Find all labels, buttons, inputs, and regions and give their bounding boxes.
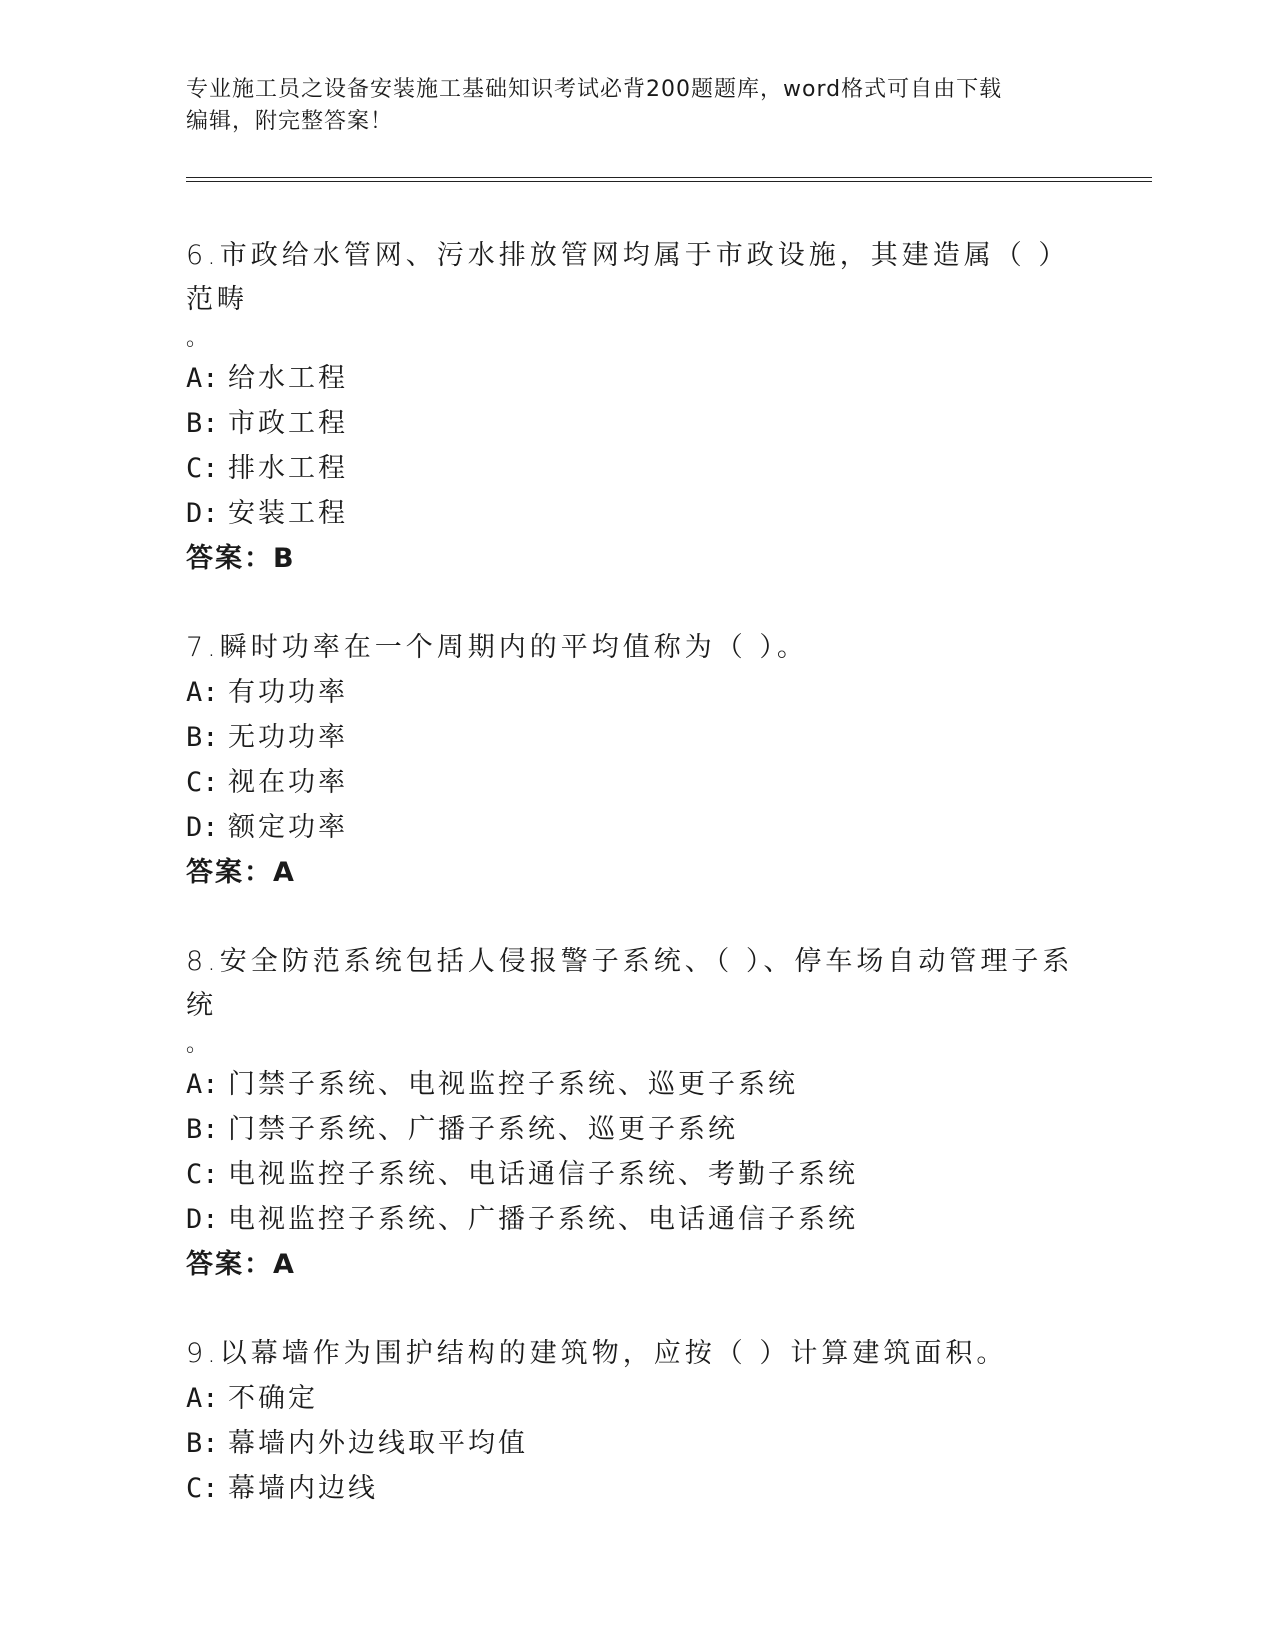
- option-text: 电视监控子系统、广播子系统、电话通信子系统: [228, 1204, 858, 1235]
- option-b: [186, 401, 1086, 446]
- option-letter: B:: [186, 722, 219, 753]
- option-text: 无功功率: [228, 722, 348, 753]
- header-title-line1: 专业施工员之设备安装施工基础知识考试必背200题题库，word格式可自由下载: [186, 77, 1003, 102]
- question-stem-tail: 。: [186, 326, 213, 351]
- question-stem-tail: 。: [186, 1032, 213, 1057]
- option-text: 安装工程: [228, 498, 348, 529]
- question-stem-text: 6.市政给水管网、污水排放管网均属于市政设施，其建造属（ ）范畴: [186, 240, 1070, 315]
- question-stem: [186, 234, 1086, 356]
- option-a: [186, 356, 1086, 401]
- option-text: 门禁子系统、电视监控子系统、巡更子系统: [228, 1069, 798, 1100]
- option-letter: A:: [186, 363, 219, 394]
- option-letter: C:: [186, 767, 219, 798]
- option-text: 不确定: [228, 1383, 318, 1414]
- option-letter: D:: [186, 1204, 219, 1235]
- option-text: 电视监控子系统、电话通信子系统、考勤子系统: [228, 1159, 858, 1190]
- option-d: [186, 1197, 1086, 1242]
- question-stem-text: 9.以幕墙作为围护结构的建筑物，应按（ ）计算建筑面积。: [186, 1338, 1008, 1369]
- option-text: 门禁子系统、广播子系统、巡更子系统: [228, 1114, 738, 1145]
- option-letter: C:: [186, 1159, 219, 1190]
- option-letter: C:: [186, 1473, 219, 1504]
- option-letter: D:: [186, 812, 219, 843]
- option-b: [186, 715, 1086, 760]
- question-list: [186, 234, 1086, 1555]
- answer-label: 答案：A: [186, 857, 296, 888]
- option-a: [186, 1062, 1086, 1107]
- option-text: 额定功率: [228, 812, 348, 843]
- option-text: 幕墙内边线: [228, 1473, 378, 1504]
- option-letter: A:: [186, 677, 219, 708]
- option-a: [186, 1376, 1086, 1421]
- option-letter: B:: [186, 408, 219, 439]
- option-letter: D:: [186, 498, 219, 529]
- answer-label: 答案：A: [186, 1249, 296, 1280]
- document-header: [186, 74, 1086, 138]
- option-text: 排水工程: [228, 453, 348, 484]
- question-9: [186, 1332, 1086, 1511]
- header-double-rule: [186, 177, 1152, 182]
- option-c: [186, 1152, 1086, 1197]
- option-c: [186, 446, 1086, 491]
- option-text: 视在功率: [228, 767, 348, 798]
- question-8: [186, 940, 1086, 1288]
- option-text: 给水工程: [228, 363, 348, 394]
- header-title-line2: 编辑，附完整答案！: [186, 109, 394, 134]
- question-stem: [186, 1332, 1086, 1376]
- option-c: [186, 1466, 1086, 1511]
- option-b: [186, 1421, 1086, 1466]
- question-stem-text: 8.安全防范系统包括人侵报警子系统、（ ）、停车场自动管理子系统: [186, 946, 1074, 1021]
- option-b: [186, 1107, 1086, 1152]
- option-a: [186, 670, 1086, 715]
- question-stem: [186, 626, 1086, 670]
- option-text: 市政工程: [228, 408, 348, 439]
- question-7: [186, 626, 1086, 896]
- option-letter: C:: [186, 453, 219, 484]
- option-d: [186, 491, 1086, 536]
- question-6: [186, 234, 1086, 582]
- option-c: [186, 760, 1086, 805]
- option-letter: B:: [186, 1428, 219, 1459]
- option-text: 幕墙内外边线取平均值: [228, 1428, 528, 1459]
- option-letter: A:: [186, 1069, 219, 1100]
- question-stem-text: 7.瞬时功率在一个周期内的平均值称为（ ）。: [186, 632, 808, 663]
- answer-label: 答案：B: [186, 543, 296, 574]
- option-text: 有功功率: [228, 677, 348, 708]
- option-letter: B:: [186, 1114, 219, 1145]
- question-stem: [186, 940, 1086, 1062]
- option-d: [186, 805, 1086, 850]
- option-letter: A:: [186, 1383, 219, 1414]
